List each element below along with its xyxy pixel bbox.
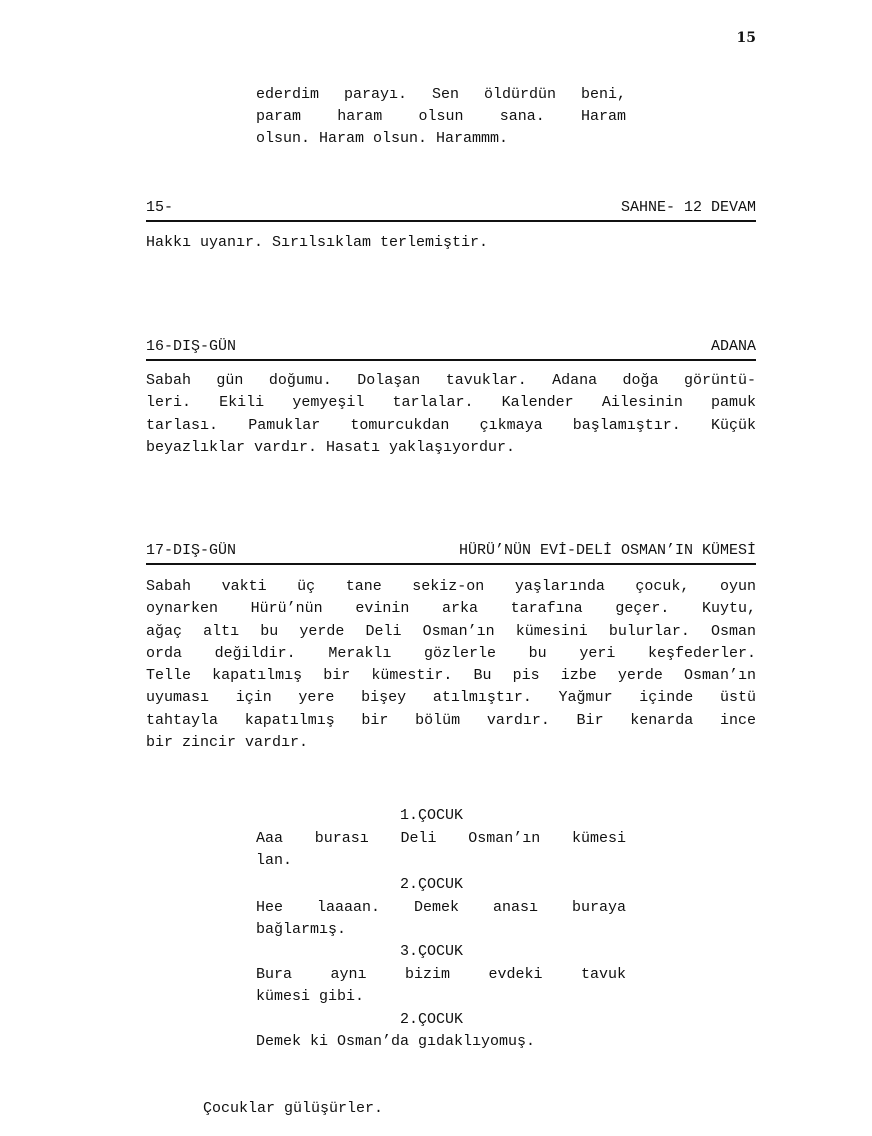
dialogue-line: Aaa burası Deli Osman’ın kümesi: [256, 830, 626, 847]
dialogue-line: Demek ki Osman’da gıdaklıyomuş.: [256, 1033, 536, 1050]
dialogue-line: Bura aynı bizim evdeki tavuk: [256, 966, 626, 983]
scene-action: [146, 576, 756, 754]
action-line: tarlası. Pamuklar tomurcukdan çıkmaya başlamıştır. Küçük: [146, 416, 756, 434]
action-line: ağaç altı bu yerde Deli Osman’ın kümesini bulurlar. Osman: [146, 622, 756, 640]
action-line: Telle kapatılmış bir kümestir. Bu pis izbe yerde Osman’ın: [146, 667, 756, 685]
dialogue-line: ederdim parayı. Sen öldürdün beni,: [256, 86, 626, 103]
dialogue: [256, 828, 626, 872]
scene-heading: [146, 337, 756, 361]
action-line: uyuması için yere bişey atılmıştır. Yağmur içinde üstü: [146, 689, 756, 707]
action-line: Hakkı uyanır. Sırılsıklam terlemiştir.: [146, 234, 489, 251]
dialogue: [256, 964, 626, 1008]
scene-location: SAHNE- 12 DEVAM: [620, 199, 756, 216]
dialogue-line: kümesi gibi.: [256, 988, 365, 1005]
dialogue-line: Hee laaaan. Demek anası buraya: [256, 899, 626, 916]
dialogue: [256, 897, 626, 941]
scene-number: 17-DIŞ-GÜN: [146, 542, 237, 559]
scene-action: [146, 232, 756, 254]
dialogue-line: bağlarmış.: [256, 921, 347, 938]
scene-number: 16-DIŞ-GÜN: [146, 338, 237, 355]
continued-dialogue: [256, 84, 626, 150]
dialogue-line: olsun. Haram olsun. Harammm.: [256, 130, 509, 147]
scene-number: 15-: [146, 199, 174, 216]
scene-location: HÜRÜ’NÜN EVİ-DELİ OSMAN’IN KÜMESİ: [458, 542, 756, 559]
action-line: beyazlıklar vardır. Hasatı yaklaşıyordur.: [146, 438, 516, 456]
scene-heading: [146, 198, 756, 222]
scene-heading: [146, 541, 756, 565]
scene-location: ADANA: [710, 338, 756, 355]
dialogue-line: param haram olsun sana. Haram: [256, 108, 626, 125]
character-name: 2.ÇOCUK: [400, 1011, 464, 1028]
action-line: Sabah gün doğumu. Dolaşan tavuklar. Adana doğa görüntü-: [146, 372, 756, 389]
action-line: Sabah vakti üç tane sekiz-on yaşlarında çocuk, oyun: [146, 578, 756, 595]
closing-action: Çocuklar gülüşürler.: [203, 1100, 384, 1117]
character-name: 2.ÇOCUK: [400, 876, 464, 893]
action-line: orda değildir. Meraklı gözlerle bu yeri keşfederler.: [146, 644, 756, 662]
dialogue-line: lan.: [256, 852, 293, 869]
scene-action: [146, 370, 756, 459]
action-line: leri. Ekili yemyeşil tarlalar. Kalender Ailesinin pamuk: [146, 394, 756, 412]
dialogue: [256, 1031, 626, 1053]
action-line: bir zincir vardır.: [146, 734, 309, 752]
character-name: 1.ÇOCUK: [400, 807, 464, 824]
action-line: tahtayla kapatılmış bir bölüm vardır. Bir kenarda ince: [146, 711, 756, 729]
action-line: oynarken Hürü’nün evinin arka tarafına geçer. Kuytu,: [146, 600, 756, 618]
character-name: 3.ÇOCUK: [400, 943, 464, 960]
page-number: 15: [736, 30, 756, 46]
